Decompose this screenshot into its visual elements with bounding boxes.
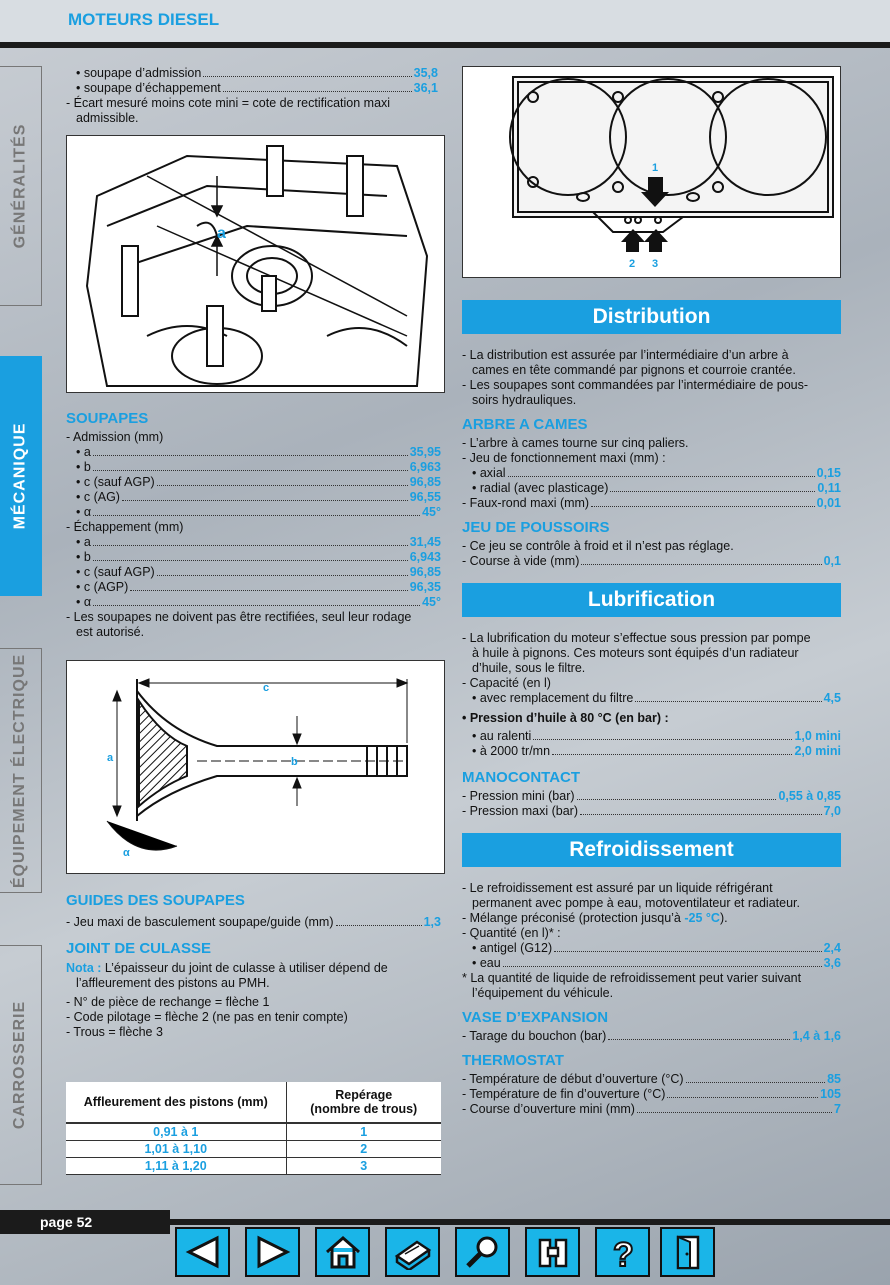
right-column [462,286,841,1117]
tab-generalites[interactable] [0,66,42,306]
tab-label: GÉNÉRALITÉS [11,123,29,249]
fig2-label-b: b [291,756,298,768]
spec-line: - Tarage du bouchon (bar) 1,4 à 1,6 [462,1029,841,1043]
manocontact-title: MANOCONTACT [462,769,581,786]
text-line: est autorisé. [76,625,145,639]
tab-label: CARROSSERIE [11,1000,29,1130]
next-button[interactable] [245,1227,300,1277]
spec-line: • c (sauf AGP) 96,85 [76,475,441,489]
soupapes-section [66,410,441,640]
text-line: - N° de pièce de rechange = flèche 1 [66,995,270,1009]
guides-section [66,892,441,1040]
soupapes-title: SOUPAPES [66,410,149,427]
spec-line: - Course d’ouverture mini (mm) 7 [462,1102,841,1116]
home-icon [323,1234,363,1270]
tab-label: MÉCANIQUE [11,422,29,530]
spec-line: • a 31,45 [76,535,441,549]
help-icon [603,1234,643,1270]
tab-carrosserie[interactable] [0,945,42,1185]
spec-line: - Pression maxi (bar) 7,0 [462,804,841,818]
text-line: * La quantité de liquide de refroidissement peut varier suivant [462,971,802,985]
col-header: Repérage (nombre de trous) [286,1082,441,1123]
text-line: - Ce jeu se contrôle à froid et il n’est pas réglage. [462,539,734,553]
text-line: - Trous = flèche 3 [66,1025,163,1039]
spec-line: • α 45° [76,505,441,519]
spec-line: - Température de fin d’ouverture (°C) 105 [462,1087,841,1101]
text-line: - Le refroidissement est assuré par un liquide réfrigérant [462,881,773,895]
text-line: admissible. [76,111,139,125]
text-line: l’affleurement des pistons au PMH. [76,976,270,990]
text-line: - L’arbre à cames tourne sur cinq paliers. [462,436,689,450]
spec-line: • soupape d’admission 35,8 [76,66,438,80]
prev-icon [183,1234,223,1270]
exit-button[interactable] [660,1227,715,1277]
spec-line: - Faux-rond maxi (mm) 0,01 [462,496,841,510]
fig3-label-3: 3 [652,258,659,270]
text-line: à huile à pignons. Ces moteurs sont équipés d’un radiateur [472,646,799,660]
cylinder-head-figure [66,135,445,393]
text-line: soirs hydrauliques. [472,393,577,407]
guides-title: GUIDES DES SOUPAPES [66,892,245,909]
text-line: d’huile, sous le filtre. [472,661,586,675]
search-icon [463,1234,503,1270]
spec-line: - Pression mini (bar) 0,55 à 0,85 [462,789,841,803]
text-line: l’équipement du véhicule. [472,986,614,1000]
text-line: - Les soupapes ne doivent pas être rectifiées, seul leur rodage [66,610,412,624]
text-line: - Jeu de fonctionnement maxi (mm) : [462,451,666,465]
text-line: permanent avec pompe à eau, motoventilateur et radiateur. [472,896,800,910]
text-line: - La distribution est assurée par l’intermédiaire d’un arbre à [462,348,789,362]
fig2-label-a: a [107,752,114,764]
text-line: - Capacité (en l) [462,676,551,690]
spec-line: • au ralenti 1,0 mini [472,729,841,743]
spec-line: • axial 0,15 [472,466,841,480]
spec-line: • c (sauf AGP) 96,85 [76,565,441,579]
table-row: 1,01 à 1,10 2 [66,1141,441,1158]
text-line: - Quantité (en l)* : [462,926,561,940]
fig2-label-c: c [263,682,270,694]
binoculars-icon [533,1234,573,1270]
melange-line: - Mélange préconisé (protection jusqu’à -25 °C). [462,911,728,925]
spec-line: • à 2000 tr/mn 2,0 mini [472,744,841,758]
head-gasket-figure [462,66,841,278]
print-icon [393,1234,433,1270]
page-number: page 52 [0,1210,170,1234]
fig3-label-2: 2 [629,258,636,270]
spec-line: • radial (avec plasticage) 0,11 [472,481,841,495]
spec-line: - Course à vide (mm) 0,1 [462,554,841,568]
joint-title: JOINT DE CULASSE [66,940,212,957]
refroidissement-banner: Refroidissement [462,833,841,867]
table-row: 1,11 à 1,20 3 [66,1158,441,1175]
distribution-banner: Distribution [462,300,841,334]
spec-line: • antigel (G12) 2,4 [472,941,841,955]
fig2-label-alpha: α [123,847,130,859]
table-header [66,1082,441,1123]
pistons-table [66,1082,441,1175]
help-button[interactable] [595,1227,650,1277]
text-line: - Écart mesuré moins cote mini = cote de rectification maxi [66,96,391,110]
admission-label: - Admission (mm) [66,430,164,444]
tab-equipement-electrique[interactable] [0,648,42,893]
exit-icon [668,1234,708,1270]
spec-line: • avec remplacement du filtre 4,5 [472,691,841,705]
vase-title: VASE D’EXPANSION [462,1009,609,1026]
text-line: - Les soupapes sont commandées par l’intermédiaire de pous- [462,378,809,392]
text-line: - Code pilotage = flèche 2 (ne pas en tenir compte) [66,1010,348,1024]
spec-line: - Température de début d’ouverture (°C) 85 [462,1072,841,1086]
binoculars-button[interactable] [525,1227,580,1277]
section-title: MOTEURS DIESEL [68,10,220,29]
text-line: cames en tête commandé par pignons et courroie crantée. [472,363,796,377]
fig3-label-1: 1 [652,162,659,174]
text-line: - La lubrification du moteur s’effectue sous pression par pompe [462,631,811,645]
prev-button[interactable] [175,1227,230,1277]
print-button[interactable] [385,1227,440,1277]
home-button[interactable] [315,1227,370,1277]
spec-line: • b 6,963 [76,460,441,474]
header-bar [0,0,890,42]
header-divider [0,42,890,48]
arbre-title: ARBRE A CAMES [462,416,588,433]
spec-line: - Jeu maxi de basculement soupape/guide (mm) 1,3 [66,915,441,929]
col-header: Affleurement des pistons (mm) [66,1082,286,1123]
svg-text:?: ? [612,1236,634,1270]
valve-figure [66,660,445,874]
table-row: 0,91 à 1 1 [66,1123,441,1141]
nota-line: Nota : L’épaisseur du joint de culasse à utiliser dépend de [66,961,388,975]
next-icon [253,1234,293,1270]
tab-label: ÉQUIPEMENT ÉLECTRIQUE [11,653,29,888]
search-button[interactable] [455,1227,510,1277]
fig1-label-a: a [217,225,226,242]
spec-line: • b 6,943 [76,550,441,564]
spec-line: • eau 3,6 [472,956,841,970]
spec-line: • soupape d’échappement 36,1 [76,81,438,95]
left-intro [66,66,438,126]
echappement-label: - Échappement (mm) [66,520,184,534]
tab-mecanique[interactable] [0,356,42,596]
pression-title: • Pression d’huile à 80 °C (en bar) : [462,711,669,725]
spec-line: • c (AG) 96,55 [76,490,441,504]
thermostat-title: THERMOSTAT [462,1052,564,1069]
spec-line: • c (AGP) 96,35 [76,580,441,594]
spec-line: • a 35,95 [76,445,441,459]
spec-line: • α 45° [76,595,441,609]
poussoirs-title: JEU DE POUSSOIRS [462,519,610,536]
lubrification-banner: Lubrification [462,583,841,617]
